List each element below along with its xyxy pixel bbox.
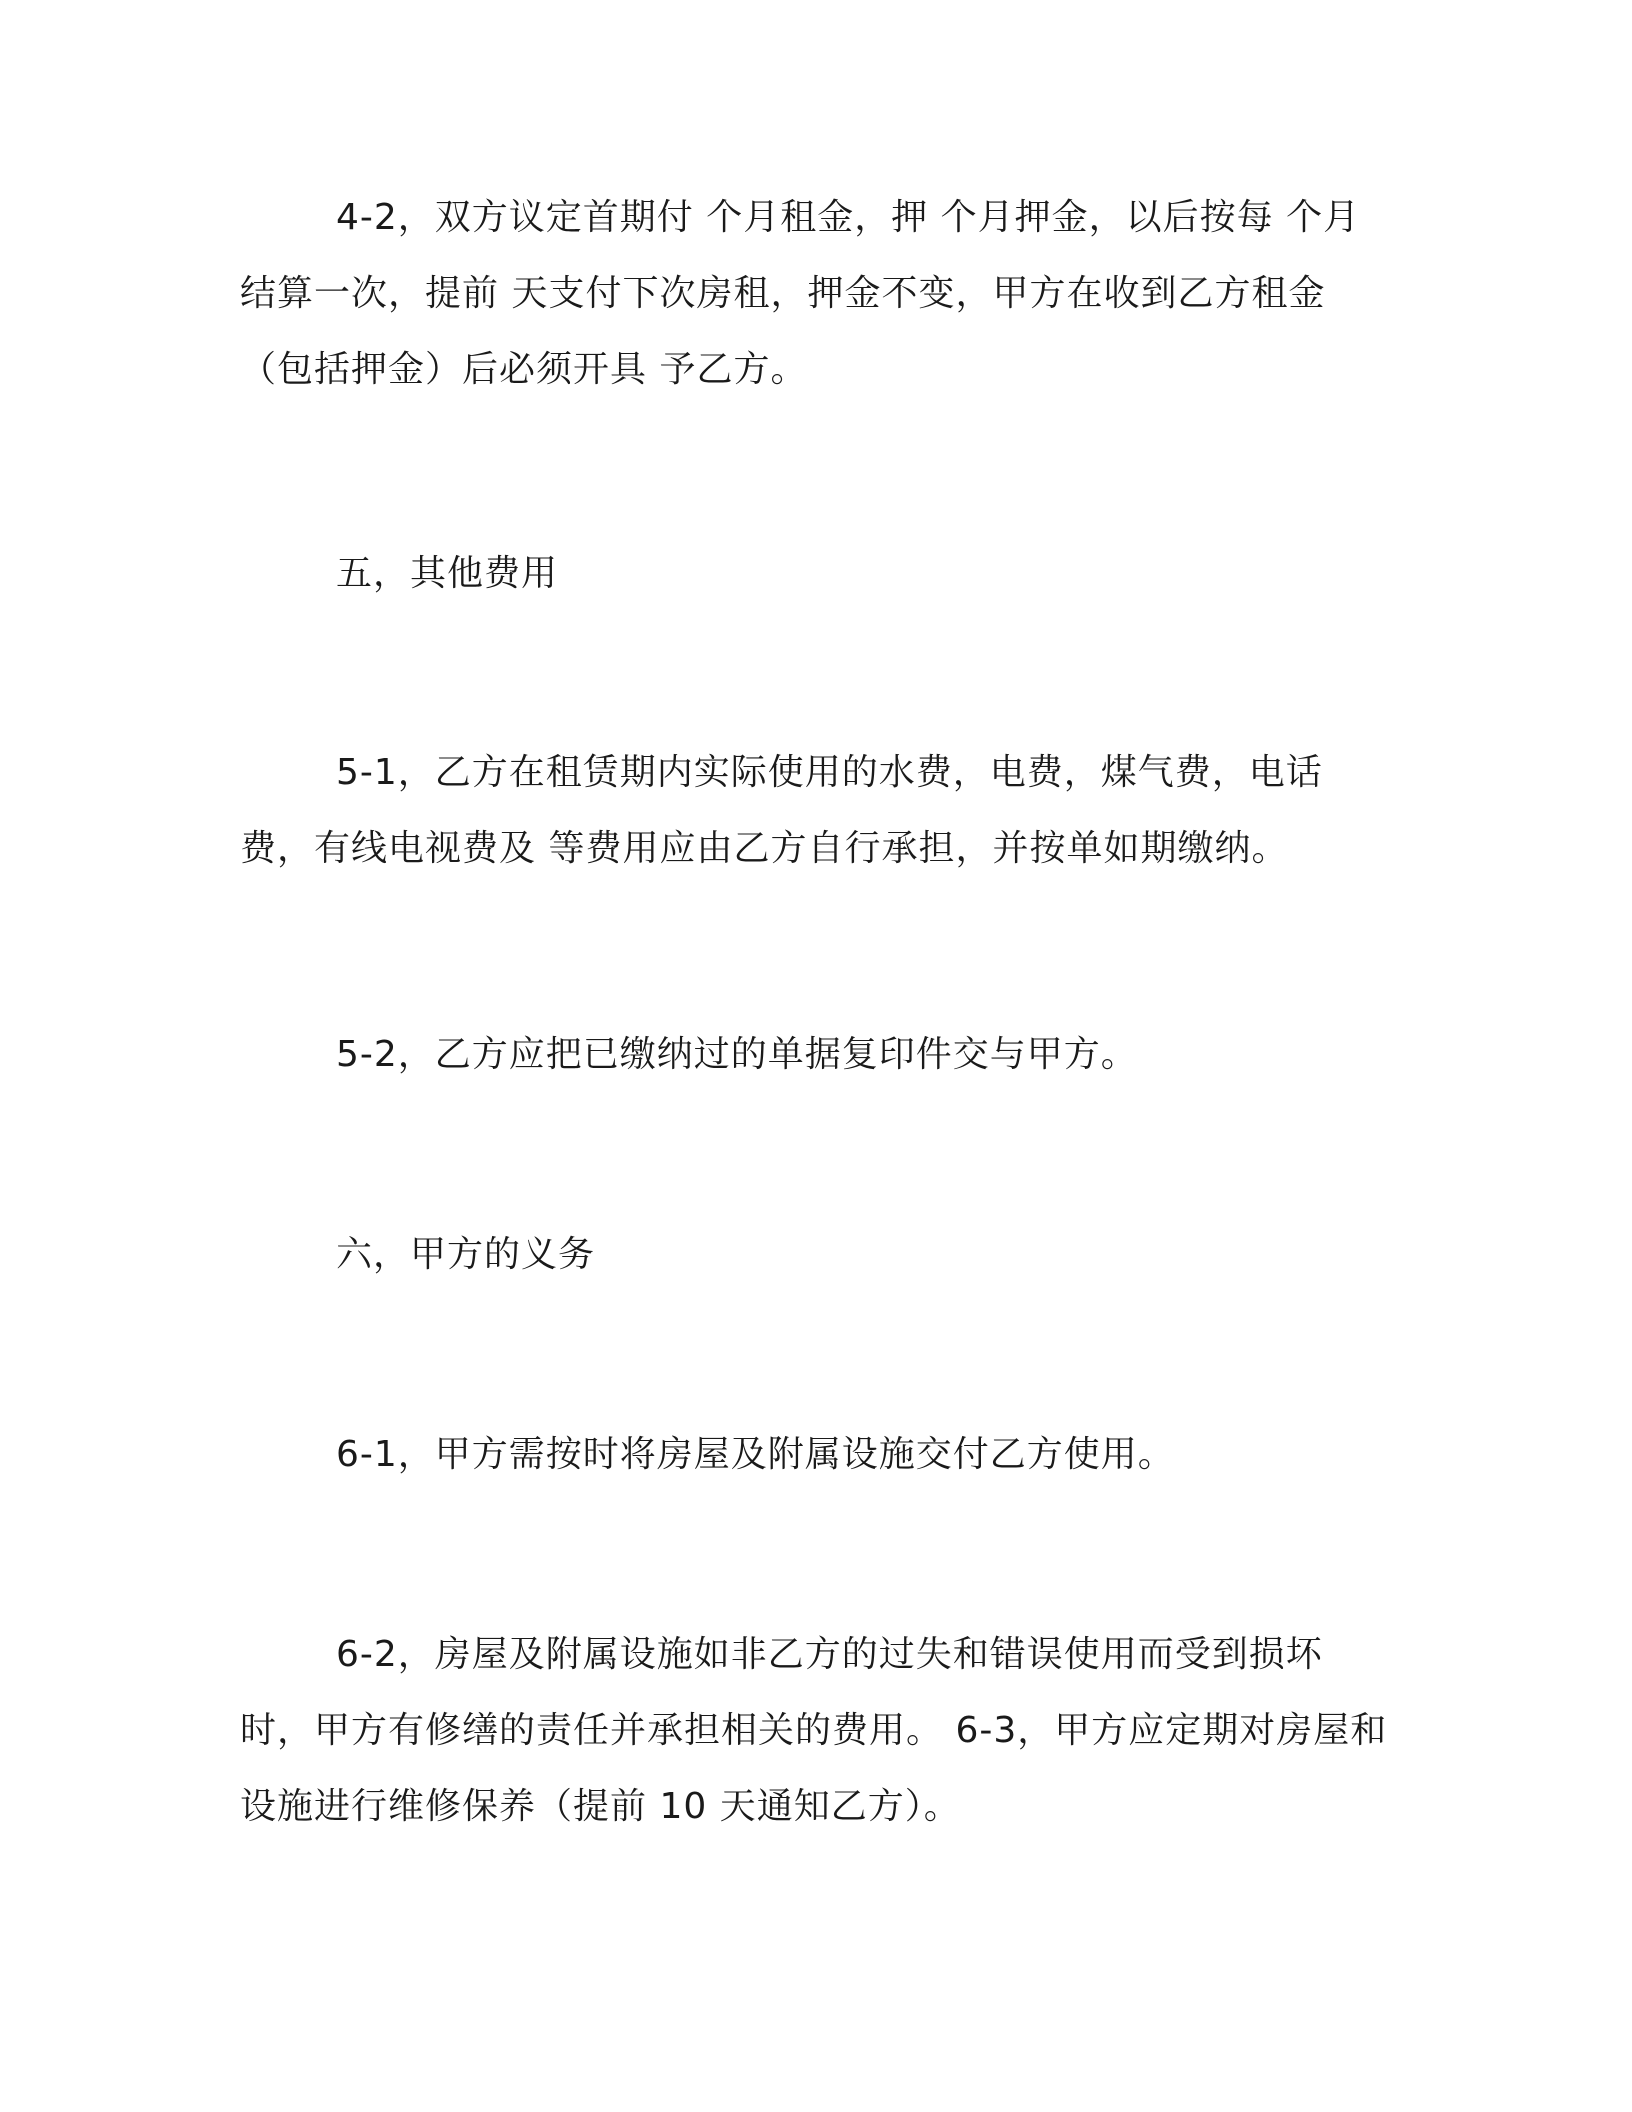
section-heading-5: 五，其他费用 [336,553,559,594]
clause-5-2: 5-2，乙方应把已缴纳过的单据复印件交与甲方。 [336,1034,1138,1075]
clause-5-1: 5-1，乙方在租赁期内实际使用的水费，电费，煤气费，电话费，有线电视费及 等费用应由乙方自行承担，并按单如期缴纳。 [240,752,1323,869]
section-heading-6: 六，甲方的义务 [336,1234,596,1275]
clause-6-2-6-3: 6-2，房屋及附属设施如非乙方的过失和错误使用而受到损坏时，甲方有修缮的责任并承担相关的费用。 6-3，甲方应定期对房屋和设施进行维修保养（提前 10 天通知乙方）。 [240,1634,1388,1827]
clause-4-2: 4-2，双方议定首期付 个月租金，押 个月押金，以后按每 个月结算一次，提前 天支付下次房租，押金不变，甲方在收到乙方租金（包括押金）后必须开具 予乙方。 [240,197,1361,390]
clause-6-1: 6-1，甲方需按时将房屋及附属设施交付乙方使用。 [336,1434,1175,1475]
